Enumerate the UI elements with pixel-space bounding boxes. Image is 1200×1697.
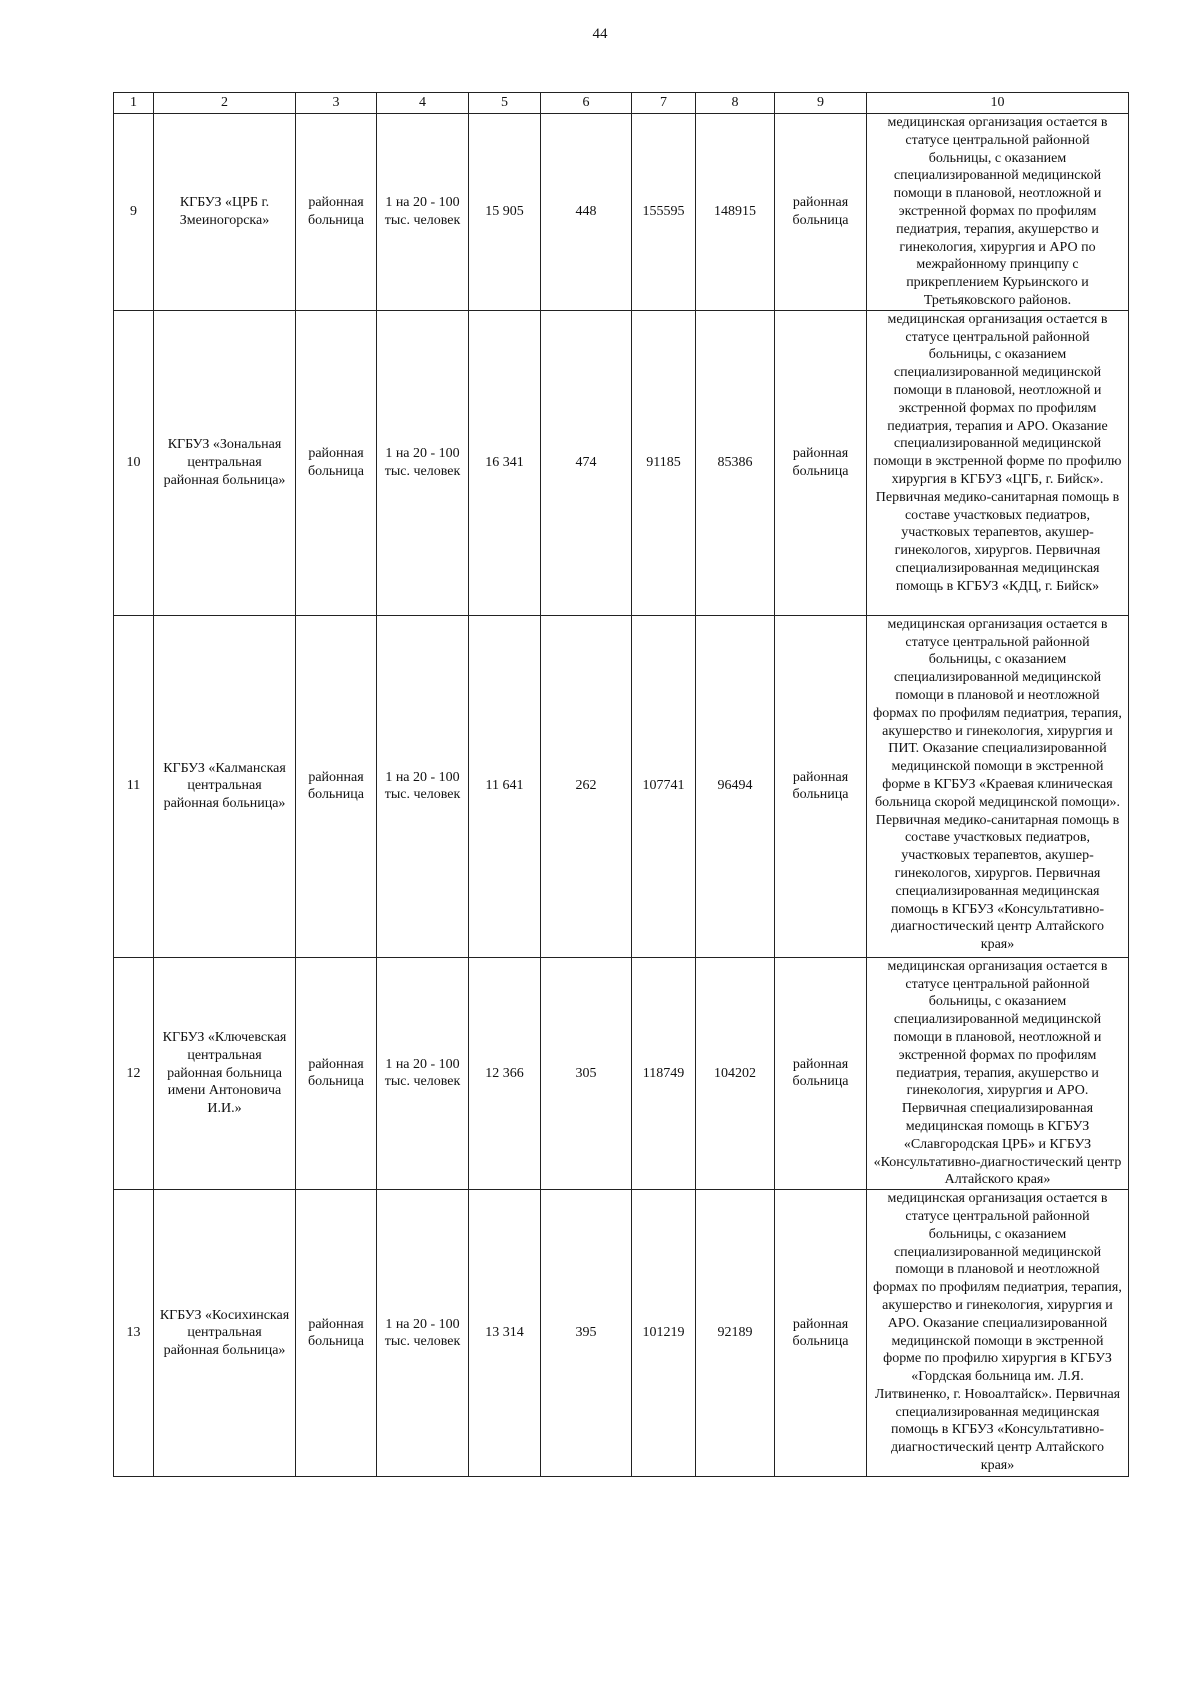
description: медицинская организация остается в статусе центральной районной больницы, с оказанием специализированной медицинской помощи в плановой и неотложной формах по профилям педиатрия, терапия, акушерство и гинекология, хирургия и ПИТ. Оказание специализированной медицинской помощи в экстренной форме в КГБУЗ «Краевая клиническая больница скорой медицинской помощи». Первичная медико-санитарная помощь в составе участковых педиатров, участковых терапевтов, акушер-гинекологов, хирургов. Первичная специализированная медицинская помощь в КГБУЗ «Консультативно-диагностический центр Алтайского края» xyxy=(867,615,1129,957)
hospital-type: районная больница xyxy=(296,310,377,615)
row-number: 11 xyxy=(114,615,154,957)
population-norm: 1 на 20 - 100 тыс. человек xyxy=(377,1190,469,1477)
header-cell: 7 xyxy=(632,93,696,114)
population-norm: 1 на 20 - 100 тыс. человек xyxy=(377,310,469,615)
value-col5: 11 641 xyxy=(469,615,541,957)
header-cell: 2 xyxy=(154,93,296,114)
population-norm: 1 на 20 - 100 тыс. человек xyxy=(377,615,469,957)
value-col6: 305 xyxy=(541,957,632,1189)
organization-name: КГБУЗ «Косихинская центральная районная больница» xyxy=(154,1190,296,1477)
value-col7: 118749 xyxy=(632,957,696,1189)
planned-type: районная больница xyxy=(775,114,867,311)
row-number: 12 xyxy=(114,957,154,1189)
value-col5: 15 905 xyxy=(469,114,541,311)
header-cell: 3 xyxy=(296,93,377,114)
hospital-type: районная больница xyxy=(296,957,377,1189)
organization-name: КГБУЗ «ЦРБ г. Змеиногорска» xyxy=(154,114,296,311)
table-row xyxy=(114,1190,1129,1477)
value-col5: 12 366 xyxy=(469,957,541,1189)
description: медицинская организация остается в статусе центральной районной больницы, с оказанием специализированной медицинской помощи в плановой, неотложной и экстренной формах по профилям педиатрия, терапия и АРО. Оказание специализированной медицинской помощи в экстренной форме по профилю хирургия в КГБУЗ «ЦГБ, г. Бийск». Первичная медико-санитарная помощь в составе участковых педиатров, участковых терапевтов, акушер-гинекологов, хирургов. Первичная специализированная медицинская помощь в КГБУЗ «КДЦ, г. Бийск» xyxy=(867,310,1129,615)
value-col8: 148915 xyxy=(696,114,775,311)
organization-name: КГБУЗ «Зональная центральная районная больница» xyxy=(154,310,296,615)
page-number: 44 xyxy=(592,26,608,42)
value-col8: 85386 xyxy=(696,310,775,615)
header-cell: 10 xyxy=(867,93,1129,114)
table-row xyxy=(114,114,1129,311)
planned-type: районная больница xyxy=(775,310,867,615)
hospital-table xyxy=(113,92,1129,1477)
value-col7: 107741 xyxy=(632,615,696,957)
description: медицинская организация остается в статусе центральной районной больницы, с оказанием специализированной медицинской помощи в плановой, неотложной и экстренной формах по профилям педиатрия, терапия, акушерство и гинекология, хирургия и АРО по межрайонному принципу с прикреплением Курьинского и Третьяковского районов. xyxy=(867,114,1129,311)
hospital-type: районная больница xyxy=(296,114,377,311)
hospital-type: районная больница xyxy=(296,1190,377,1477)
value-col5: 16 341 xyxy=(469,310,541,615)
header-cell: 4 xyxy=(377,93,469,114)
value-col5: 13 314 xyxy=(469,1190,541,1477)
value-col6: 262 xyxy=(541,615,632,957)
table-row xyxy=(114,615,1129,957)
population-norm: 1 на 20 - 100 тыс. человек xyxy=(377,957,469,1189)
description: медицинская организация остается в статусе центральной районной больницы, с оказанием специализированной медицинской помощи в плановой и неотложной формах по профилям педиатрия, терапия, акушерство и гинекология, хирургия и АРО. Оказание специализированной медицинской помощи в экстренной форме по профилю хирургия в КГБУЗ «Гордская больница им. Л.Я. Литвиненко, г. Новоалтайск». Первичная специализированная медицинская помощь в КГБУЗ «Консультативно-диагностический центр Алтайского края» xyxy=(867,1190,1129,1477)
value-col8: 96494 xyxy=(696,615,775,957)
row-number: 13 xyxy=(114,1190,154,1477)
hospital-type: районная больница xyxy=(296,615,377,957)
header-cell: 1 xyxy=(114,93,154,114)
value-col7: 91185 xyxy=(632,310,696,615)
header-cell: 8 xyxy=(696,93,775,114)
value-col8: 92189 xyxy=(696,1190,775,1477)
value-col6: 395 xyxy=(541,1190,632,1477)
planned-type: районная больница xyxy=(775,615,867,957)
value-col8: 104202 xyxy=(696,957,775,1189)
table-row xyxy=(114,957,1129,1189)
organization-name: КГБУЗ «Калманская центральная районная больница» xyxy=(154,615,296,957)
table-row xyxy=(114,310,1129,615)
planned-type: районная больница xyxy=(775,957,867,1189)
header-cell: 9 xyxy=(775,93,867,114)
header-cell: 5 xyxy=(469,93,541,114)
population-norm: 1 на 20 - 100 тыс. человек xyxy=(377,114,469,311)
description: медицинская организация остается в статусе центральной районной больницы, с оказанием специализированной медицинской помощи в плановой, неотложной и экстренной формах по профилям педиатрия, терапия, акушерство и гинекология, хирургия и АРО. Первичная специализированная медицинская помощь в КГБУЗ «Славгородская ЦРБ» и КГБУЗ «Консультативно-диагностический центр Алтайского края» xyxy=(867,957,1129,1189)
value-col6: 448 xyxy=(541,114,632,311)
value-col7: 155595 xyxy=(632,114,696,311)
planned-type: районная больница xyxy=(775,1190,867,1477)
value-col6: 474 xyxy=(541,310,632,615)
header-cell: 6 xyxy=(541,93,632,114)
table-header-row xyxy=(114,93,1129,114)
value-col7: 101219 xyxy=(632,1190,696,1477)
organization-name: КГБУЗ «Ключевская центральная районная больница имени Антоновича И.И.» xyxy=(154,957,296,1189)
row-number: 10 xyxy=(114,310,154,615)
row-number: 9 xyxy=(114,114,154,311)
